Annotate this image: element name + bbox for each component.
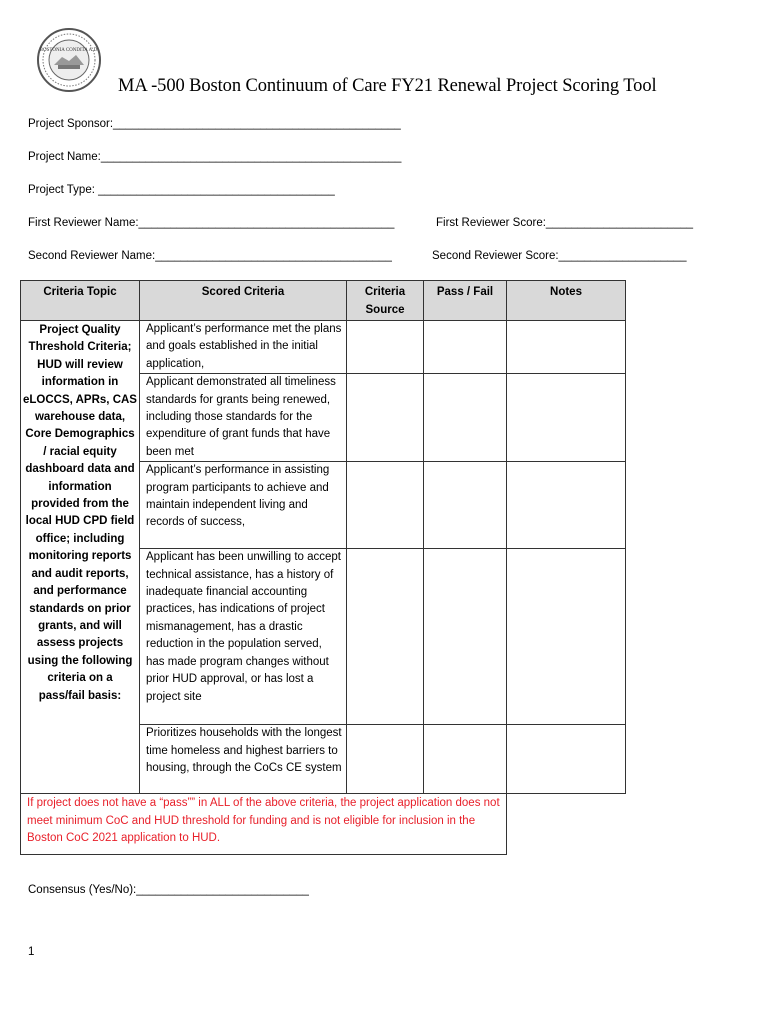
criteria-source-cell[interactable] — [347, 462, 424, 549]
second-reviewer-score-field[interactable]: Second Reviewer Score:____________________ — [432, 250, 687, 262]
column-header: Criteria Topic — [21, 281, 140, 321]
first-reviewer-name-field[interactable]: First Reviewer Name:________________________________________ — [28, 217, 395, 229]
table-row — [21, 321, 626, 374]
scored-criteria-cell: Applicant’s performance in assisting program participants to achieve and maintain independent living and records of success, — [140, 462, 347, 549]
pass-fail-cell[interactable] — [424, 321, 507, 374]
notice-row — [21, 794, 626, 855]
pass-fail-cell[interactable] — [424, 725, 507, 794]
notes-cell[interactable] — [507, 462, 626, 549]
city-seal-image — [36, 27, 102, 93]
criteria-source-cell[interactable] — [347, 549, 424, 725]
scored-criteria-cell: Applicant demonstrated all timeliness standards for grants being renewed, including those standards for the expenditure of grant funds that have been met — [140, 374, 347, 462]
pass-fail-cell[interactable] — [424, 374, 507, 462]
project-type-field[interactable]: Project Type: _____________________________________ — [28, 184, 335, 196]
criteria-topic-cell: Project Quality Threshold Criteria; HUD will review information in eLOCCS, APRs, CAS warehouse data, Core Demographics / racial equity dashboard data and information provided from the local HUD CPD field office; including monitoring reports and audit reports, and performance standards on prior grants, and will assess projects using the following criteria on a pass/fail basis: — [21, 321, 140, 794]
notes-cell[interactable] — [507, 725, 626, 794]
column-header: Scored Criteria — [140, 281, 347, 321]
seal-text: BOSTONIA CONDITA A.D. — [39, 48, 99, 53]
page-number: 1 — [28, 946, 35, 958]
pass-fail-cell[interactable] — [424, 462, 507, 549]
scored-criteria-cell: Applicant’s performance met the plans and goals established in the initial application, — [140, 321, 347, 374]
document-title: MA -500 Boston Continuum of Care FY21 Renewal Project Scoring Tool — [118, 76, 657, 96]
first-reviewer-score-field[interactable]: First Reviewer Score:_______________________ — [436, 217, 694, 229]
notes-cell[interactable] — [507, 374, 626, 462]
notes-cell[interactable] — [507, 549, 626, 725]
column-header: Notes — [507, 281, 626, 321]
pass-fail-cell[interactable] — [424, 549, 507, 725]
project-sponsor-field[interactable]: Project Sponsor:_____________________________________________ — [28, 118, 401, 130]
scoring-table — [20, 280, 626, 855]
second-reviewer-name-field[interactable]: Second Reviewer Name:_____________________________________ — [28, 250, 392, 262]
notes-cell[interactable] — [507, 321, 626, 374]
consensus-field[interactable]: Consensus (Yes/No):___________________________ — [28, 884, 309, 896]
scored-criteria-cell: Prioritizes households with the longest time homeless and highest barriers to housing, through the CoCs CE system — [140, 725, 347, 794]
criteria-source-cell[interactable] — [347, 725, 424, 794]
table-header-row — [21, 281, 626, 321]
column-header: Criteria Source — [347, 281, 424, 321]
empty-cell — [507, 794, 626, 855]
criteria-source-cell[interactable] — [347, 321, 424, 374]
column-header: Pass / Fail — [424, 281, 507, 321]
scored-criteria-cell: Applicant has been unwilling to accept technical assistance, has a history of inadequate financial accounting practices, has indications of project mismanagement, has a drastic reduction in the population served, has made program changes without prior HUD approval, or has lost a project site — [140, 549, 347, 725]
project-name-field[interactable]: Project Name:_______________________________________________ — [28, 151, 402, 163]
threshold-notice: If project does not have a “pass”” in ALL of the above criteria, the project application does not meet minimum CoC and HUD threshold for funding and is not eligible for inclusion in the Boston CoC 2021 application to HUD. — [21, 794, 507, 855]
criteria-source-cell[interactable] — [347, 374, 424, 462]
